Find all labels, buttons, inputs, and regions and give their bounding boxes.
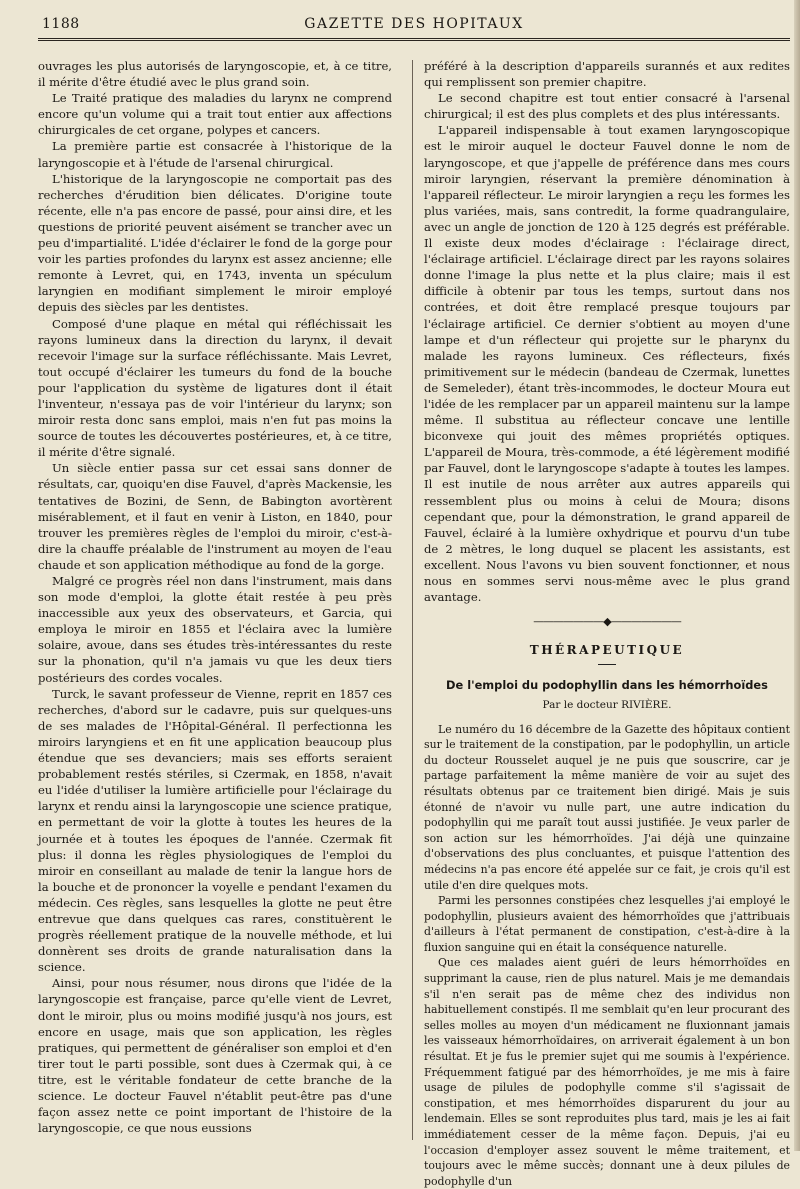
article-byline: Par le docteur RIVIÈRE. xyxy=(542,699,672,712)
article-title: De l'emploi du podophyllin dans les hémorrhoïdes xyxy=(446,678,768,693)
paragraph: Le second chapitre est tout entier consacré à l'arsenal chirurgical; il est des plus complets et des plus intéressants. xyxy=(424,91,790,122)
heading-dash xyxy=(598,664,616,665)
paragraph: ouvrages les plus autorisés de laryngoscopie, et, à ce titre, il mérite d'être étudié avec le plus grand soin. xyxy=(38,59,392,90)
paragraph: Turck, le savant professeur de Vienne, reprit en 1857 ces recherches, d'abord sur le cadavre, puis sur quelques-uns de ses malades de l'Hôpital-Général. Il perfectionna les miroirs laryngiens et en fit une application beaucoup plus étendue que ses devanciers; mais ses efforts seraient probablement restés stériles, si Czermak, en 1858, n'avait eu l'idée d'utiliser la lumière artificielle pour l'éclairage du larynx et rendu ainsi la laryngoscopie une science pratique, en permettant de voir la glotte à toutes les heures de la journée et à toutes les époques de l'année. Czermak fit plus: il donna les règles physiologiques de l'emploi du miroir en conseillant au malade de tenir la langue hors de la bouche et de prononcer la voyelle e pendant l'examen du médecin. Ces règles, sans lesquelles la glotte ne peut être entrevue que dans quelques cas rares, constituèrent le progrès réellement pratique de la nouvelle méthode, et lui donnèrent ses droits de grande naturalisation dans la science. xyxy=(38,686,392,975)
left-column xyxy=(38,58,392,1148)
paragraph: La première partie est consacrée à l'historique de la laryngoscopie et à l'étude de l'arsenal chirurgical. xyxy=(38,139,392,170)
paragraph: Ainsi, pour nous résumer, nous dirons que l'idée de la laryngoscopie est française, parce qu'elle vient de Levret, dont le miroir, plus ou moins modifié jusqu'à nos jours, est encore en usage, mais que son application, les règles pratiques, qui permettent de généraliser son emploi et d'en tirer tout le parti possible, sont dues à Czermak qui, à ce titre, est le véritable fondateur de cette branche de la science. Le docteur Fauvel n'établit peut-être pas d'une façon assez nette ce point important de l'histoire de la laryngoscopie, ce que nous eussions xyxy=(38,976,392,1136)
column-rule xyxy=(412,60,413,1140)
paragraph: Malgré ce progrès réel non dans l'instrument, mais dans son mode d'emploi, la glotte était restée à peu près inaccessible aux yeux des observateurs, et Garcia, qui employa le miroir en 1855 et l'éclaira avec la lumière solaire, avoue, dans ses études très-intéressantes du reste sur la phonation, qu'il n'a jamais vu que les deux tiers postérieurs des cordes vocales. xyxy=(38,574,392,685)
paragraph: Un siècle entier passa sur cet essai sans donner de résultats, car, quoiqu'en dise Fauvel, d'après Mackensie, les tentatives de Bozini, de Senn, de Babington avortèrent misérablement, et il faut en venir à Liston, en 1840, pour trouver les premières règles de l'emploi du miroir, c'est-à-dire la chauffe préalable de l'instrument au moyen de l'eau chaude et son application méthodique au fond de la gorge. xyxy=(38,461,392,572)
paragraph: Le numéro du 16 décembre de la Gazette des hôpitaux contient sur le traitement de la constipation, par le podophyllin, un article du docteur Rousselet auquel je ne puis que souscrire, car je partage parfaitement la même manière de voir au sujet des résultats obtenus par ce traitement bien dirigé. Mais je suis étonné de n'avoir vu nulle part, une autre indication du podophyllin qui me paraît tout aussi justifiée. Je veux parler de son action sur les hémorrhoïdes. J'ai déjà une quinzaine d'observations des plus concluantes, et puisque l'attention des médecins n'a pas encore été appelée sur ce fait, je crois qu'il est utile d'en dire quelques mots. xyxy=(424,722,790,892)
section-separator: ———————◆——————— xyxy=(533,615,681,629)
paragraph: L'historique de la laryngoscopie ne comportait pas des recherches d'érudition bien délicates. D'origine toute récente, elle n'a pas encore de passé, pour ainsi dire, et les questions de priorité peuvent aisément se trancher avec un peu d'impartialité. L'idée d'éclairer le fond de la gorge pour voir les parties profondes du larynx est assez ancienne; elle remonte à Levret, qui, en 1743, inventa un spéculum laryngien en modifiant simplement le miroir employé depuis des siècles par les dentistes. xyxy=(38,171,392,315)
right-column xyxy=(424,58,790,1188)
page-edge xyxy=(794,0,800,1151)
page-header xyxy=(38,14,790,41)
running-title: GAZETTE DES HOPITAUX xyxy=(304,16,524,32)
paragraph: Le Traité pratique des maladies du larynx ne comprend encore qu'un volume qui a trait tout entier aux affections chirurgicales de cet organe, polypes et cancers. xyxy=(38,91,392,138)
paragraph: L'appareil indispensable à tout examen laryngoscopique est le miroir auquel le docteur Fauvel donne le nom de laryngoscope, et que j'appelle de préférence dans mes cours miroir laryngien, réservant la première dénomination à l'appareil réflecteur. Le miroir laryngien a reçu les formes les plus variées, mais, sans contredit, la forme quadrangulaire, avec un angle de jonction de 120 à 125 degrés est préférable. Il existe deux modes d'éclairage : l'éclairage direct, l'éclairage artificiel. L'éclairage direct par les rayons solaires donne l'image la plus nette et la plus claire; mais il est difficile à obtenir par tous les temps, surtout dans nos contrées, et doit être remplacé presque toujours par l'éclairage artificiel. Ce dernier s'obtient au moyen d'une lampe et d'un réflecteur qui projette sur le pharynx du malade les rayons lumineux. Ces réflecteurs, fixés primitivement sur le médecin (bandeau de Czermak, lunettes de Semeleder), étant très-incommodes, le docteur Moura eut l'idée de les remplacer par un appareil maintenu sur la lampe même. Il substitua au réflecteur concave une lentille biconvexe qui jouit des mêmes propriétés optiques. L'appareil de Moura, très-commode, a été légèrement modifié par Fauvel, dont le laryngoscope s'adapte à toutes les lampes. Il est inutile de nous arrêter aux autres appareils qui ressemblent plus ou moins à celui de Moura; disons cependant que, pour la démonstration, le grand appareil de Fauvel, éclairé à la lumière oxhydrique et pourvu d'un tube de 2 mètres, le long duquel se placent les assistants, est excellent. Nous l'avons vu bien souvent fonctionner, et nous nous en sommes servi nous-même avec le plus grand avantage. xyxy=(424,123,790,605)
paragraph: Composé d'une plaque en métal qui réfléchissait les rayons lumineux dans la direction du larynx, il devait recevoir l'image sur la surface réfléchissante. Mais Levret, tout occupé d'éclairer les tumeurs du fond de la bouche pour l'application du système de ligatures dont il était l'inventeur, n'essaya pas de voir l'intérieur du larynx; son miroir resta donc sans emploi, mais n'en fut pas moins la source de toutes les découvertes postérieures, et, à ce titre, il mérite d'être signalé. xyxy=(38,316,392,460)
paragraph: préféré à la description d'appareils surannés et aux redites qui remplissent son premier chapitre. xyxy=(424,59,790,90)
paragraph: Parmi les personnes constipées chez lesquelles j'ai employé le podophyllin, plusieurs avaient des hémorrhoïdes que j'attribuais d'ailleurs à l'état permanent de constipation, c'est-à-dire à la fluxion sanguine qui en était la conséquence naturelle. xyxy=(424,894,790,954)
paragraph: Que ces malades aient guéri de leurs hémorrhoïdes en supprimant la cause, rien de plus naturel. Mais je me demandais s'il n'en serait pas de même chez des individus non habituellement constipés. Il me semblait qu'en leur procurant des selles molles au moyen d'un médicament ne fluxionnant jamais les vaisseaux hémorrhoïdaires, on arriverait également à un bon résultat. Et je fus le premier sujet qui me soumis à l'expérience. Fréquemment fatigué par des hémorrhoïdes, je me mis à faire usage de pilules de podophylle comme s'il s'agissait de constipation, et mes hémorrhoïdes disparurent du jour au lendemain. Elles se sont reproduites plus tard, mais je les ai fait immédiatement cesser de la même façon. Depuis, j'ai eu l'occasion d'employer assez souvent le même traitement, et toujours avec le même succès; donnant une à deux pilules de podophylle d'un xyxy=(424,956,790,1188)
section-heading: THÉRAPEUTIQUE xyxy=(529,643,685,658)
page-number: 1188 xyxy=(42,16,80,32)
